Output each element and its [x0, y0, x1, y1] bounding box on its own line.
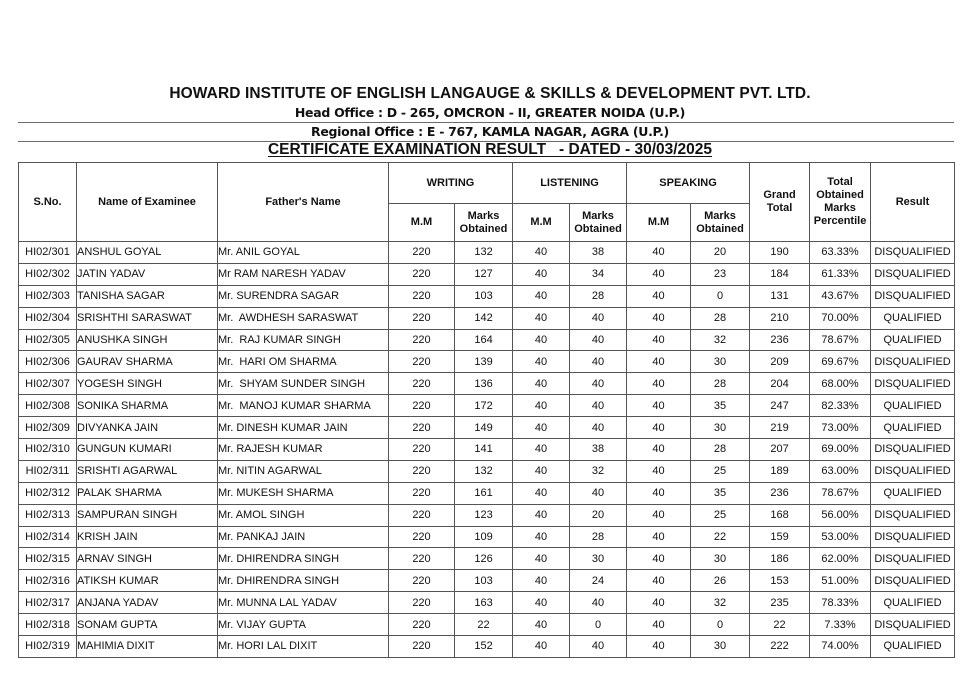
cell-speaking-marks: 0	[691, 285, 750, 307]
cell-writing-mm: 220	[389, 351, 455, 373]
cell-speaking-marks: 30	[691, 636, 750, 658]
cell-percentile: 74.00%	[810, 636, 871, 658]
cell-examinee-name: ATIKSH KUMAR	[77, 570, 218, 592]
cell-result: QUALIFIED	[871, 482, 955, 504]
cell-speaking-mm: 40	[627, 285, 691, 307]
col-header-percentile: Total Obtained Marks Percentile	[810, 163, 871, 242]
table-row	[19, 548, 955, 570]
cell-percentile: 70.00%	[810, 307, 871, 329]
cell-listening-mm: 40	[513, 285, 570, 307]
cell-listening-mm: 40	[513, 417, 570, 439]
cell-listening-mm: 40	[513, 351, 570, 373]
cell-grand-total: 131	[750, 285, 810, 307]
cell-result: DISQUALIFIED	[871, 263, 955, 285]
cell-writing-marks: 161	[455, 482, 513, 504]
cell-result: DISQUALIFIED	[871, 285, 955, 307]
cell-speaking-marks: 32	[691, 329, 750, 351]
cell-result: DISQUALIFIED	[871, 526, 955, 548]
cell-speaking-marks: 26	[691, 570, 750, 592]
col-header-speaking-marks: Marks Obtained	[691, 204, 750, 242]
cell-speaking-mm: 40	[627, 636, 691, 658]
cell-result: QUALIFIED	[871, 417, 955, 439]
cell-percentile: 7.33%	[810, 614, 871, 636]
cell-speaking-marks: 30	[691, 351, 750, 373]
cell-father-name: Mr. SHYAM SUNDER SINGH	[218, 373, 389, 395]
result-heading	[0, 141, 980, 159]
cell-examinee-name: JATIN YADAV	[77, 263, 218, 285]
cell-listening-mm: 40	[513, 329, 570, 351]
institute-title: HOWARD INSTITUTE OF ENGLISH LANGAUGE & SKILLS & DEVELOPMENT PVT. LTD.	[169, 85, 811, 102]
table-row	[19, 373, 955, 395]
cell-writing-mm: 220	[389, 460, 455, 482]
cell-grand-total: 204	[750, 373, 810, 395]
cell-examinee-name: ARNAV SINGH	[77, 548, 218, 570]
cell-examinee-name: GUNGUN KUMARI	[77, 439, 218, 461]
cell-listening-marks: 40	[570, 482, 627, 504]
cell-writing-mm: 220	[389, 307, 455, 329]
cell-writing-marks: 136	[455, 373, 513, 395]
cell-percentile: 43.67%	[810, 285, 871, 307]
col-header-name: Name of Examinee	[77, 163, 218, 242]
cell-listening-marks: 38	[570, 242, 627, 264]
cell-examinee-name: ANUSHKA SINGH	[77, 329, 218, 351]
cell-grand-total: 210	[750, 307, 810, 329]
cell-examinee-name: DIVYANKA JAIN	[77, 417, 218, 439]
cell-grand-total: 209	[750, 351, 810, 373]
cell-writing-marks: 149	[455, 417, 513, 439]
cell-grand-total: 22	[750, 614, 810, 636]
cell-grand-total: 247	[750, 395, 810, 417]
cell-writing-marks: 152	[455, 636, 513, 658]
cell-writing-marks: 172	[455, 395, 513, 417]
cell-listening-mm: 40	[513, 570, 570, 592]
cell-sno: HI02/309	[19, 417, 77, 439]
cell-examinee-name: GAURAV SHARMA	[77, 351, 218, 373]
cell-sno: HI02/315	[19, 548, 77, 570]
cell-percentile: 78.67%	[810, 482, 871, 504]
table-row	[19, 482, 955, 504]
cell-examinee-name: PALAK SHARMA	[77, 482, 218, 504]
cell-examinee-name: KRISH JAIN	[77, 526, 218, 548]
cell-listening-marks: 24	[570, 570, 627, 592]
cell-father-name: Mr. DINESH KUMAR JAIN	[218, 417, 389, 439]
cell-speaking-marks: 22	[691, 526, 750, 548]
cell-sno: HI02/318	[19, 614, 77, 636]
results-table	[18, 162, 955, 658]
cell-sno: HI02/304	[19, 307, 77, 329]
cell-listening-mm: 40	[513, 504, 570, 526]
cell-father-name: Mr. MUKESH SHARMA	[218, 482, 389, 504]
col-header-result: Result	[871, 163, 955, 242]
cell-sno: HI02/319	[19, 636, 77, 658]
cell-speaking-marks: 20	[691, 242, 750, 264]
cell-sno: HI02/311	[19, 460, 77, 482]
col-group-listening: LISTENING	[513, 163, 627, 204]
cell-writing-marks: 127	[455, 263, 513, 285]
regional-office-address: Regional Office : E - 767, KAMLA NAGAR, AGRA (U.P.)	[311, 124, 669, 139]
cell-father-name: Mr. SURENDRA SAGAR	[218, 285, 389, 307]
cell-writing-marks: 142	[455, 307, 513, 329]
cell-examinee-name: SONAM GUPTA	[77, 614, 218, 636]
cell-grand-total: 222	[750, 636, 810, 658]
cell-writing-mm: 220	[389, 395, 455, 417]
cell-grand-total: 159	[750, 526, 810, 548]
cell-listening-mm: 40	[513, 592, 570, 614]
cell-speaking-mm: 40	[627, 460, 691, 482]
col-header-listening-marks: Marks Obtained	[570, 204, 627, 242]
cell-speaking-mm: 40	[627, 417, 691, 439]
cell-examinee-name: MAHIMIA DIXIT	[77, 636, 218, 658]
cell-listening-mm: 40	[513, 263, 570, 285]
cell-examinee-name: ANSHUL GOYAL	[77, 242, 218, 264]
cell-sno: HI02/305	[19, 329, 77, 351]
cell-result: DISQUALIFIED	[871, 504, 955, 526]
cell-examinee-name: YOGESH SINGH	[77, 373, 218, 395]
cell-listening-mm: 40	[513, 242, 570, 264]
cell-speaking-mm: 40	[627, 373, 691, 395]
cell-result: DISQUALIFIED	[871, 460, 955, 482]
cell-listening-marks: 32	[570, 460, 627, 482]
cell-father-name: Mr RAM NARESH YADAV	[218, 263, 389, 285]
table-row	[19, 307, 955, 329]
cell-percentile: 68.00%	[810, 373, 871, 395]
cell-listening-marks: 28	[570, 526, 627, 548]
cell-percentile: 63.00%	[810, 460, 871, 482]
cell-grand-total: 236	[750, 482, 810, 504]
cell-listening-mm: 40	[513, 395, 570, 417]
cell-listening-marks: 40	[570, 395, 627, 417]
cell-speaking-mm: 40	[627, 395, 691, 417]
table-row	[19, 439, 955, 461]
cell-writing-marks: 103	[455, 285, 513, 307]
cell-speaking-marks: 25	[691, 504, 750, 526]
table-row	[19, 570, 955, 592]
cell-father-name: Mr. HARI OM SHARMA	[218, 351, 389, 373]
cell-sno: HI02/312	[19, 482, 77, 504]
cell-writing-mm: 220	[389, 614, 455, 636]
cell-sno: HI02/313	[19, 504, 77, 526]
cell-sno: HI02/306	[19, 351, 77, 373]
cell-examinee-name: SONIKA SHARMA	[77, 395, 218, 417]
cell-percentile: 61.33%	[810, 263, 871, 285]
cell-speaking-mm: 40	[627, 592, 691, 614]
cell-listening-marks: 40	[570, 329, 627, 351]
cell-writing-mm: 220	[389, 592, 455, 614]
table-row	[19, 351, 955, 373]
cell-grand-total: 235	[750, 592, 810, 614]
cell-grand-total: 189	[750, 460, 810, 482]
cell-father-name: Mr. HORI LAL DIXIT	[218, 636, 389, 658]
cell-speaking-mm: 40	[627, 548, 691, 570]
cell-father-name: Mr. DHIRENDRA SINGH	[218, 570, 389, 592]
head-office-address: Head Office : D - 265, OMCRON - II, GREATER NOIDA (U.P.)	[294, 105, 686, 120]
col-header-writing-marks: Marks Obtained	[455, 204, 513, 242]
cell-result: QUALIFIED	[871, 636, 955, 658]
cell-speaking-marks: 35	[691, 482, 750, 504]
cell-father-name: Mr. AMOL SINGH	[218, 504, 389, 526]
cell-speaking-marks: 0	[691, 614, 750, 636]
cell-speaking-mm: 40	[627, 307, 691, 329]
cell-result: DISQUALIFIED	[871, 242, 955, 264]
col-header-sno: S.No.	[19, 163, 77, 242]
table-row	[19, 417, 955, 439]
cell-father-name: Mr. RAJ KUMAR SINGH	[218, 329, 389, 351]
header-row-groups	[19, 163, 955, 204]
cell-percentile: 73.00%	[810, 417, 871, 439]
cell-father-name: Mr. ANIL GOYAL	[218, 242, 389, 264]
cell-writing-mm: 220	[389, 548, 455, 570]
table-row	[19, 395, 955, 417]
cell-examinee-name: SAMPURAN SINGH	[77, 504, 218, 526]
col-group-speaking: SPEAKING	[627, 163, 750, 204]
cell-speaking-mm: 40	[627, 526, 691, 548]
cell-grand-total: 219	[750, 417, 810, 439]
cell-writing-mm: 220	[389, 285, 455, 307]
cell-result: DISQUALIFIED	[871, 570, 955, 592]
cell-listening-mm: 40	[513, 439, 570, 461]
cell-sno: HI02/316	[19, 570, 77, 592]
col-header-speaking-mm: M.M	[627, 204, 691, 242]
cell-result: DISQUALIFIED	[871, 439, 955, 461]
cell-listening-mm: 40	[513, 307, 570, 329]
cell-sno: HI02/303	[19, 285, 77, 307]
cell-speaking-mm: 40	[627, 439, 691, 461]
cell-percentile: 78.33%	[810, 592, 871, 614]
cell-writing-marks: 139	[455, 351, 513, 373]
cell-listening-marks: 0	[570, 614, 627, 636]
cell-speaking-mm: 40	[627, 329, 691, 351]
cell-sno: HI02/308	[19, 395, 77, 417]
cell-listening-marks: 30	[570, 548, 627, 570]
cell-speaking-mm: 40	[627, 614, 691, 636]
cell-grand-total: 153	[750, 570, 810, 592]
cell-speaking-marks: 32	[691, 592, 750, 614]
result-heading-text: CERTIFICATE EXAMINATION RESULT - DATED - 30/03/2025	[267, 141, 713, 158]
cell-father-name: Mr. AWDHESH SARASWAT	[218, 307, 389, 329]
cell-writing-mm: 220	[389, 636, 455, 658]
table-row	[19, 592, 955, 614]
cell-listening-mm: 40	[513, 526, 570, 548]
cell-writing-mm: 220	[389, 439, 455, 461]
cell-grand-total: 236	[750, 329, 810, 351]
cell-sno: HI02/302	[19, 263, 77, 285]
cell-listening-marks: 20	[570, 504, 627, 526]
cell-result: DISQUALIFIED	[871, 614, 955, 636]
cell-sno: HI02/301	[19, 242, 77, 264]
cell-father-name: Mr. NITIN AGARWAL	[218, 460, 389, 482]
col-header-writing-mm: M.M	[389, 204, 455, 242]
cell-writing-mm: 220	[389, 482, 455, 504]
cell-listening-mm: 40	[513, 548, 570, 570]
cell-percentile: 69.67%	[810, 351, 871, 373]
cell-speaking-mm: 40	[627, 570, 691, 592]
cell-writing-mm: 220	[389, 242, 455, 264]
cell-writing-mm: 220	[389, 526, 455, 548]
cell-listening-mm: 40	[513, 460, 570, 482]
cell-examinee-name: SRISHTHI SARASWAT	[77, 307, 218, 329]
cell-writing-marks: 103	[455, 570, 513, 592]
cell-writing-marks: 22	[455, 614, 513, 636]
cell-grand-total: 168	[750, 504, 810, 526]
cell-listening-mm: 40	[513, 614, 570, 636]
cell-listening-marks: 40	[570, 351, 627, 373]
cell-listening-marks: 40	[570, 636, 627, 658]
cell-writing-marks: 123	[455, 504, 513, 526]
table-row	[19, 614, 955, 636]
cell-percentile: 51.00%	[810, 570, 871, 592]
cell-father-name: Mr. VIJAY GUPTA	[218, 614, 389, 636]
cell-writing-marks: 132	[455, 460, 513, 482]
cell-writing-marks: 126	[455, 548, 513, 570]
cell-percentile: 62.00%	[810, 548, 871, 570]
cell-result: QUALIFIED	[871, 592, 955, 614]
table-row	[19, 526, 955, 548]
cell-listening-marks: 40	[570, 592, 627, 614]
cell-father-name: Mr. MANOJ KUMAR SHARMA	[218, 395, 389, 417]
cell-grand-total: 186	[750, 548, 810, 570]
cell-result: DISQUALIFIED	[871, 548, 955, 570]
cell-speaking-mm: 40	[627, 504, 691, 526]
cell-sno: HI02/317	[19, 592, 77, 614]
cell-sno: HI02/307	[19, 373, 77, 395]
cell-result: QUALIFIED	[871, 329, 955, 351]
cell-writing-mm: 220	[389, 329, 455, 351]
cell-writing-mm: 220	[389, 373, 455, 395]
table-row	[19, 329, 955, 351]
cell-sno: HI02/314	[19, 526, 77, 548]
cell-speaking-marks: 28	[691, 307, 750, 329]
cell-father-name: Mr. DHIRENDRA SINGH	[218, 548, 389, 570]
cell-grand-total: 184	[750, 263, 810, 285]
col-group-writing: WRITING	[389, 163, 513, 204]
cell-listening-marks: 40	[570, 307, 627, 329]
col-header-father: Father's Name	[218, 163, 389, 242]
cell-examinee-name: SRISHTI AGARWAL	[77, 460, 218, 482]
cell-father-name: Mr. PANKAJ JAIN	[218, 526, 389, 548]
cell-speaking-mm: 40	[627, 351, 691, 373]
cell-listening-mm: 40	[513, 482, 570, 504]
table-row	[19, 636, 955, 658]
col-header-listening-mm: M.M	[513, 204, 570, 242]
cell-listening-mm: 40	[513, 636, 570, 658]
cell-father-name: Mr. RAJESH KUMAR	[218, 439, 389, 461]
cell-sno: HI02/310	[19, 439, 77, 461]
cell-grand-total: 207	[750, 439, 810, 461]
cell-father-name: Mr. MUNNA LAL YADAV	[218, 592, 389, 614]
cell-speaking-mm: 40	[627, 263, 691, 285]
cell-listening-marks: 28	[570, 285, 627, 307]
cell-percentile: 69.00%	[810, 439, 871, 461]
cell-grand-total: 190	[750, 242, 810, 264]
cell-writing-mm: 220	[389, 504, 455, 526]
cell-writing-marks: 163	[455, 592, 513, 614]
cell-listening-marks: 38	[570, 439, 627, 461]
table-row	[19, 504, 955, 526]
cell-speaking-marks: 30	[691, 548, 750, 570]
cell-speaking-marks: 28	[691, 439, 750, 461]
cell-speaking-marks: 28	[691, 373, 750, 395]
table-row	[19, 285, 955, 307]
divider	[18, 122, 954, 123]
cell-result: DISQUALIFIED	[871, 373, 955, 395]
cell-speaking-marks: 25	[691, 460, 750, 482]
cell-percentile: 63.33%	[810, 242, 871, 264]
cell-writing-marks: 141	[455, 439, 513, 461]
col-header-grand-total: Grand Total	[750, 163, 810, 242]
cell-speaking-mm: 40	[627, 242, 691, 264]
cell-writing-marks: 109	[455, 526, 513, 548]
cell-speaking-marks: 30	[691, 417, 750, 439]
cell-writing-mm: 220	[389, 570, 455, 592]
cell-percentile: 53.00%	[810, 526, 871, 548]
cell-listening-marks: 34	[570, 263, 627, 285]
table-row	[19, 460, 955, 482]
cell-listening-mm: 40	[513, 373, 570, 395]
cell-result: QUALIFIED	[871, 395, 955, 417]
table-row	[19, 263, 955, 285]
cell-listening-marks: 40	[570, 373, 627, 395]
cell-writing-marks: 164	[455, 329, 513, 351]
table-row	[19, 242, 955, 264]
cell-listening-marks: 40	[570, 417, 627, 439]
cell-percentile: 78.67%	[810, 329, 871, 351]
cell-examinee-name: TANISHA SAGAR	[77, 285, 218, 307]
cell-writing-mm: 220	[389, 417, 455, 439]
cell-examinee-name: ANJANA YADAV	[77, 592, 218, 614]
cell-result: DISQUALIFIED	[871, 351, 955, 373]
cell-result: QUALIFIED	[871, 307, 955, 329]
cell-speaking-marks: 35	[691, 395, 750, 417]
cell-speaking-marks: 23	[691, 263, 750, 285]
cell-percentile: 56.00%	[810, 504, 871, 526]
cell-percentile: 82.33%	[810, 395, 871, 417]
cell-writing-marks: 132	[455, 242, 513, 264]
cell-speaking-mm: 40	[627, 482, 691, 504]
cell-writing-mm: 220	[389, 263, 455, 285]
